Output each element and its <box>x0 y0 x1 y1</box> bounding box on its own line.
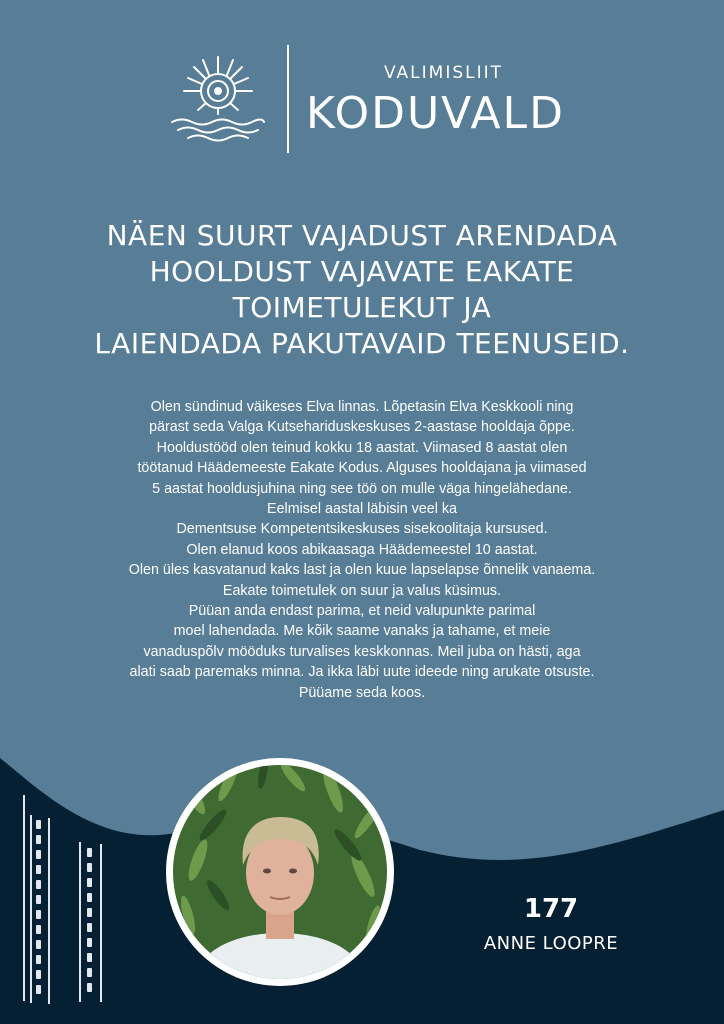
ships-wheel-icon <box>168 44 268 154</box>
bio-line: Püüan anda endast parima, et neid valupunkte parimal <box>188 603 536 620</box>
bio-line: 5 aastat hooldusjuhina ning see töö on mulle väga hingelähedane. <box>152 480 572 497</box>
candidate-photo-frame <box>166 758 394 986</box>
logo-divider <box>287 45 289 153</box>
bio-line: Olen sündinud väikeses Elva linnas. Lõpetasin Elva Keskkooli ning <box>150 399 574 415</box>
headline-line: NÄEN SUURT VAJADUST ARENDADA <box>106 219 618 252</box>
bio-line: moel lahendada. Me kõik saame vanaks ja tahame, et meie <box>173 623 551 640</box>
headline-line: TOIMETULEKUT JA <box>232 291 492 324</box>
portrait-photo <box>173 765 387 979</box>
headline-line: HOOLDUST VAJAVATE EAKATE <box>149 255 575 288</box>
bio-line: Hooldustööd olen teinud kokku 18 aastat. Viimased 8 aastat olen <box>156 439 568 456</box>
bio-line: alati saab paremaks minna. Ja ikka läbi uute ideede ning arukate otsuste. <box>129 664 595 681</box>
bio-line: Püüame seda koos. <box>298 684 426 701</box>
bio-text <box>0 397 724 703</box>
bio-line: Olen elanud koos abikaasaga Häädemeestel 10 aastat. <box>186 541 538 558</box>
bio-line: Eelmisel aastal läbisin veel ka <box>267 501 457 518</box>
bio-line: Eakate toimetulek on suur ja valus küsimus. <box>222 582 502 599</box>
candidate-number: 177 <box>523 894 579 924</box>
bio-line: töötanud Häädemeeste Eakate Kodus. Alguses hooldajana ja viimased <box>137 460 587 477</box>
logo-subtitle: VALIMISLIIT <box>384 63 504 83</box>
bio-line: Olen üles kasvatanud kaks last ja olen kuue lapselapse õnnelik vanaema. <box>128 562 596 579</box>
logo <box>0 0 724 170</box>
headline-line: LAIENDADA PAKUTAVAID TEENUSEID. <box>94 327 630 360</box>
headline <box>0 218 724 362</box>
bio-line: pärast seda Valga Kutsehariduskeskuses 2-aastase hooldaja õppe. <box>149 419 575 436</box>
bio-line: Dementsuse Kompetentsikeskuses sisekoolitaja kursused. <box>176 521 548 538</box>
candidate-name: ANNE LOOPRE <box>483 933 619 954</box>
bio-line: vanaduspõlv mööduks turvalises keskkonnas. Meil juba on hästi, aga <box>143 643 581 660</box>
logo-title: KODUVALD <box>306 88 565 139</box>
